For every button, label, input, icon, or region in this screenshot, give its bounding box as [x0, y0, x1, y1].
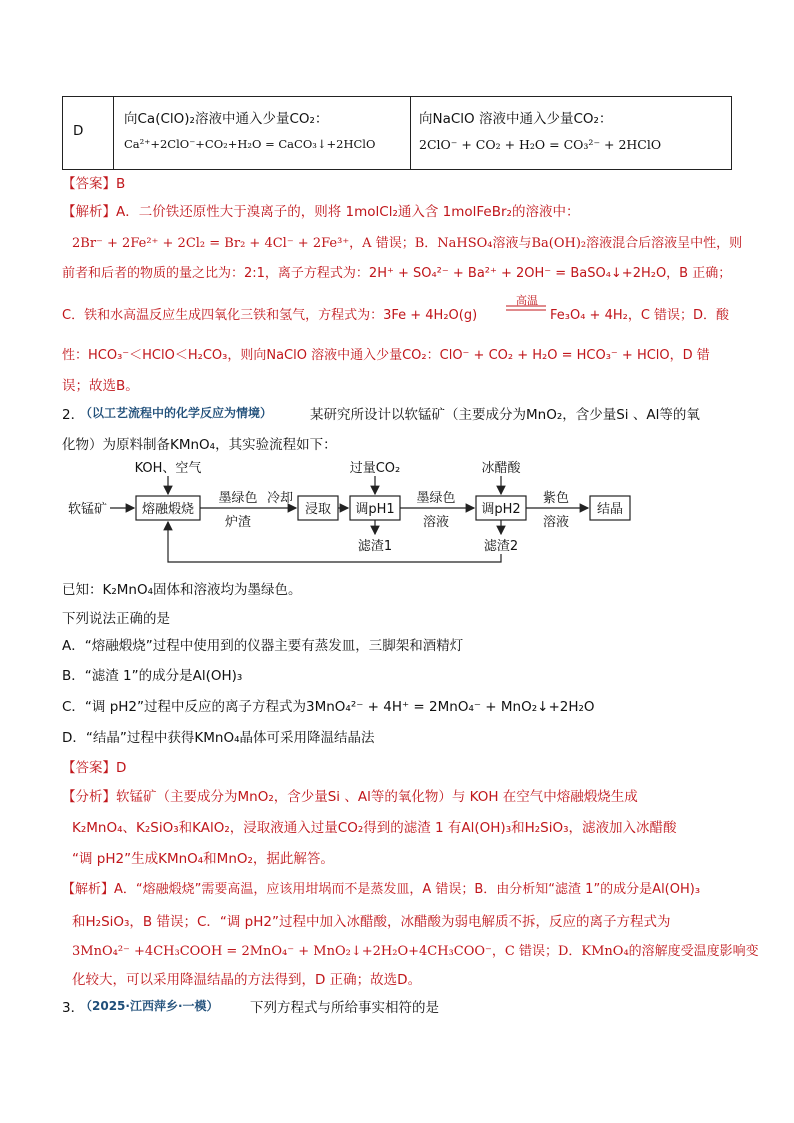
q2-stem-line2: 化物）为原料制备KMnO₄，其实验流程如下：	[62, 437, 337, 453]
flow-mid3-top: 墨绿色	[416, 491, 456, 506]
table-right-cell	[411, 97, 731, 169]
table-row-label-cell	[63, 97, 114, 169]
q1-analysis-line1: 【解析】A．二价铁还原性大于溴离子的，则将 1molCl₂通入含 1molFeBr₂的溶液中：	[62, 204, 580, 220]
q1-analysis-line2: 2Br⁻ + 2Fe²⁺ + 2Cl₂ = Br₂ + 4Cl⁻ + 2Fe³⁺，A 错误；B．NaHSO₄溶液与Ba(OH)₂溶液混合后溶液呈中性，则	[72, 236, 743, 251]
q2-number: 2．	[62, 407, 85, 423]
q2-option-c: C．“调 pH2”过程中反应的离子方程式为3MnO₄²⁻ + 4H⁺ = 2MnO₄⁻ + MnO₂↓+2H₂O	[62, 699, 595, 715]
q3-source-tag: （2025·江西萍乡·一模）	[80, 999, 219, 1013]
q1-analysis-line6: 误；故选B。	[62, 378, 139, 394]
flow-residue1: 滤渣1	[357, 539, 393, 554]
q2-explain-line2: 和H₂SiO₃，B 错误；C．“调 pH2”过程中加入冰醋酸，冰醋酸为弱电解质不拆，反应的离子方程式为	[72, 914, 671, 930]
q3-number: 3．	[62, 1000, 85, 1016]
q1-high-temp-condition: 高温	[516, 294, 538, 307]
flow-input-koh-air: KOH、空气	[134, 461, 202, 476]
q2-explain-line3: 3MnO₄²⁻ +4CH₃COOH = 2MnO₄⁻ + MnO₂↓+2H₂O+4CH₃COO⁻，C 错误；D．KMnO₄的溶解度受温度影响变	[72, 944, 759, 959]
left-condition: 向Ca(ClO)₂溶液中通入少量CO₂：	[124, 111, 329, 127]
q1-analysis-line3: 前者和后者的物质的量之比为：2:1，离子方程式为：2H⁺ + SO₄²⁻ + Ba²⁺ + 2OH⁻ = BaSO₄↓+2H₂O，B 正确；	[62, 266, 732, 281]
flow-recycle-arrow	[168, 522, 501, 562]
q2-option-d: D．“结晶”过程中获得KMnO₄晶体可采用降温结晶法	[62, 730, 375, 746]
q2-analysis-line1: 【分析】软锰矿（主要成分为MnO₂，含少量Si 、Al等的氧化物）与 KOH 在空气中熔融煅烧生成	[62, 789, 638, 805]
flow-mid1-bottom: 炉渣	[224, 515, 252, 530]
flow-mid3-bottom: 溶液	[422, 515, 450, 530]
q2-option-b: B．“滤渣 1”的成分是Al(OH)₃	[62, 668, 243, 684]
q2-analysis-line2: K₂MnO₄、K₂SiO₃和KAlO₂，浸取液通入过量CO₂得到的滤渣 1 有Al(OH)₃和H₂SiO₃，滤液加入冰醋酸	[72, 820, 677, 836]
flow-cool-label: 冷却	[266, 491, 294, 506]
table-left-cell	[114, 97, 411, 169]
q1-answer: 【答案】B	[62, 176, 126, 192]
flow-mid1-top: 墨绿色	[218, 491, 258, 506]
q2-explain-line4: 化较大，可以采用降温结晶的方法得到，D 正确；故选D。	[72, 972, 422, 988]
q3-stem: 下列方程式与所给事实相符的是	[250, 1000, 439, 1016]
left-equation: Ca²⁺+2ClO⁻+CO₂+H₂O = CaCO₃↓+2HClO	[124, 137, 376, 151]
flow-input-acetic-acid: 冰醋酸	[481, 461, 521, 476]
flow-box-ph2-label: 调pH2	[481, 502, 521, 517]
flow-box-ph1-label: 调pH1	[355, 502, 395, 517]
right-equation: 2ClO⁻ + CO₂ + H₂O = CO₃²⁻ + 2HClO	[419, 137, 662, 152]
right-condition: 向NaClO 溶液中通入少量CO₂：	[419, 111, 613, 127]
flow-box-crystallize-label: 结晶	[596, 502, 624, 517]
option-table	[62, 96, 732, 170]
flow-start-label: 软锰矿	[68, 502, 108, 517]
q2-explain-line1: 【解析】A．“熔融煅烧”需要高温，应该用坩埚而不是蒸发皿，A 错误；B．由分析知“滤渣 1”的成分是Al(OH)₃	[62, 882, 701, 897]
flow-box-leach-label: 浸取	[304, 502, 332, 517]
flow-input-co2: 过量CO₂	[349, 461, 401, 476]
flow-mid4-top: 紫色	[542, 491, 570, 506]
flow-residue2: 滤渣2	[483, 539, 519, 554]
q2-known: 已知：K₂MnO₄固体和溶液均为墨绿色。	[62, 582, 302, 598]
flow-box-fusion-label: 熔融煅烧	[141, 502, 195, 517]
q1-analysis-line4b: Fe₃O₄ + 4H₂，C 错误；D．酸	[550, 308, 730, 323]
q1-analysis-line4a: C．铁和水高温反应生成四氧化三铁和氢气，方程式为：3Fe + 4H₂O(g)	[62, 308, 478, 323]
q2-stem-line1: 某研究所设计以软锰矿（主要成分为MnO₂，含少量Si 、Al等的氧	[310, 407, 700, 423]
q2-answer: 【答案】D	[62, 760, 127, 776]
q1-analysis-line5: 性：HCO₃⁻＜HClO＜H₂CO₃，则向NaClO 溶液中通入少量CO₂：ClO⁻ + CO₂ + H₂O = HCO₃⁻ + HClO，D 错	[62, 348, 710, 363]
flow-mid4-bottom: 溶液	[542, 515, 570, 530]
q2-analysis-line3: “调 pH2”生成KMnO₄和MnO₂，据此解答。	[72, 851, 334, 867]
q2-context-tag: （以工艺流程中的化学反应为情境）	[80, 406, 273, 420]
q2-option-a: A．“熔融煅烧”过程中使用到的仪器主要有蒸发皿，三脚架和酒精灯	[62, 638, 464, 654]
process-flowchart	[64, 458, 644, 578]
q2-ask: 下列说法正确的是	[62, 611, 170, 627]
row-label: D	[73, 123, 84, 139]
equals-sign-icon	[504, 304, 548, 312]
